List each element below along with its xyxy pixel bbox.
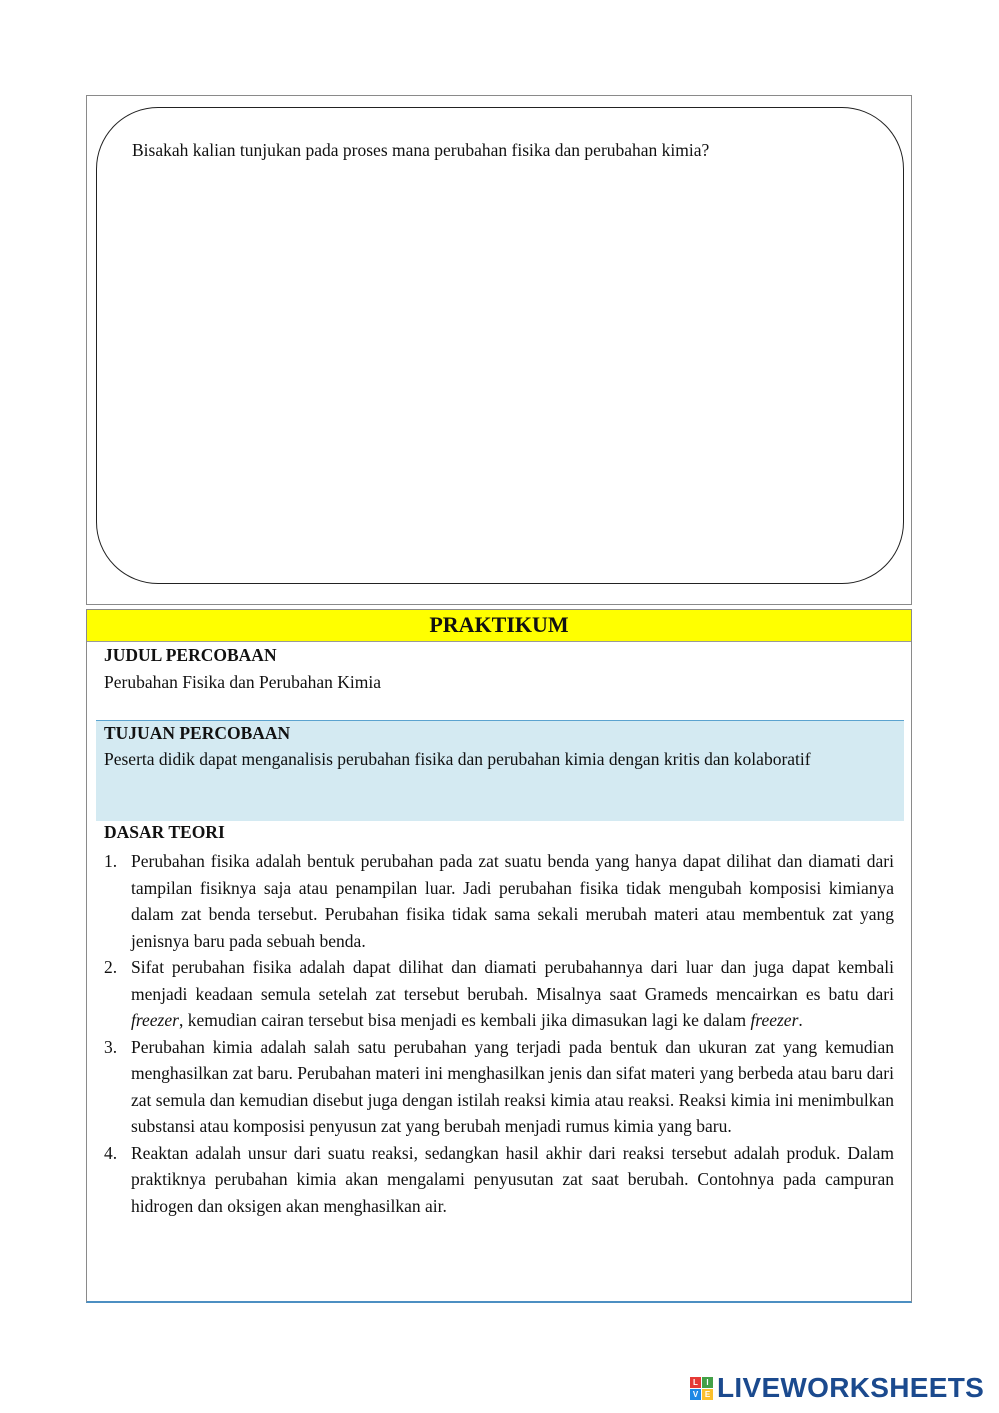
- item-text: Reaktan adalah unsur dari suatu reaksi, sedangkan hasil akhir dari reaksi tersebut adalah produk. Dalam praktiknya perubahan kimia akan mengalami penyusutan zat saat berubah. Contohnya pada campuran hidrogen dan oksigen akan menghasilkan air.: [131, 1142, 894, 1216]
- liveworksheets-logo: [690, 1373, 984, 1403]
- item-number: 3.: [104, 1036, 118, 1057]
- list-item: [104, 848, 894, 954]
- item-italic: freezer: [131, 1010, 179, 1030]
- item-text: Sifat perubahan fisika adalah dapat dilihat dan diamati perubahannya dari luar dan juga dapat kembali menjadi keadaan semula setelah zat tersebut berubah. Misalnya saat Grameds mencairkan es batu dari: [131, 957, 894, 1004]
- dasar-teori-heading: DASAR TEORI: [104, 822, 225, 842]
- item-number: 2.: [104, 957, 118, 977]
- tujuan-text: Peserta didik dapat menganalisis perubahan fisika dan perubahan kimia dengan kritis dan kolaboratif: [104, 749, 811, 769]
- list-item: [104, 1140, 894, 1220]
- item-text: .: [798, 1010, 803, 1030]
- item-text: Perubahan kimia adalah salah satu perubahan yang terjadi pada bentuk dan ukuran zat yang kemudian menghasilkan zat baru. Perubahan materi ini menghasilkan jenis dan sifat materi yang berbeda atau baru dari zat semula dan kemudian disebut juga dengan istilah reaksi kimia atau reaksi. Reaksi kimia ini menimbulkan substansi atau komposisi penyusun zat yang berubah menjadi rumus kimia yang baru.: [131, 1036, 894, 1136]
- item-text: Perubahan fisika adalah bentuk perubahan pada zat suatu benda yang hanya dapat dilihat dan diamati dari tampilan fisiknya saja atau penampilan luar. Jadi perubahan fisika tidak mengubah komposisi kimianya dalam zat benda tersebut. Perubahan fisika tidak sama sekali merubah materi atau membentuk zat yang jenisnya baru pada sebuah benda.: [131, 851, 894, 951]
- logo-tile: E: [702, 1389, 713, 1400]
- tujuan-heading: TUJUAN PERCOBAAN: [104, 723, 291, 743]
- praktikum-banner: PRAKTIKUM: [87, 610, 911, 642]
- list-item: [104, 954, 894, 1034]
- item-text: , kemudian cairan tersebut bisa menjadi es kembali jika dimasukan lagi ke dalam: [178, 1010, 751, 1030]
- logo-tile: L: [690, 1377, 701, 1388]
- item-italic: freezer: [750, 1010, 799, 1030]
- judul-text: Perubahan Fisika dan Perubahan Kimia: [104, 672, 382, 692]
- logo-tile: V: [690, 1389, 701, 1400]
- dasar-teori-list: [104, 848, 894, 1219]
- answer-box[interactable]: [96, 107, 904, 584]
- item-number: 1.: [104, 851, 118, 871]
- judul-heading: JUDUL PERCOBAAN: [104, 645, 277, 665]
- question-text: Bisakah kalian tunjukan pada proses mana perubahan fisika dan perubahan kimia?: [132, 140, 710, 160]
- logo-icon: [690, 1377, 713, 1400]
- list-item: [104, 1034, 894, 1140]
- item-number: 4.: [104, 1142, 118, 1163]
- logo-tile: I: [702, 1377, 713, 1388]
- logo-text: LIVEWORKSHEETS: [717, 1372, 985, 1403]
